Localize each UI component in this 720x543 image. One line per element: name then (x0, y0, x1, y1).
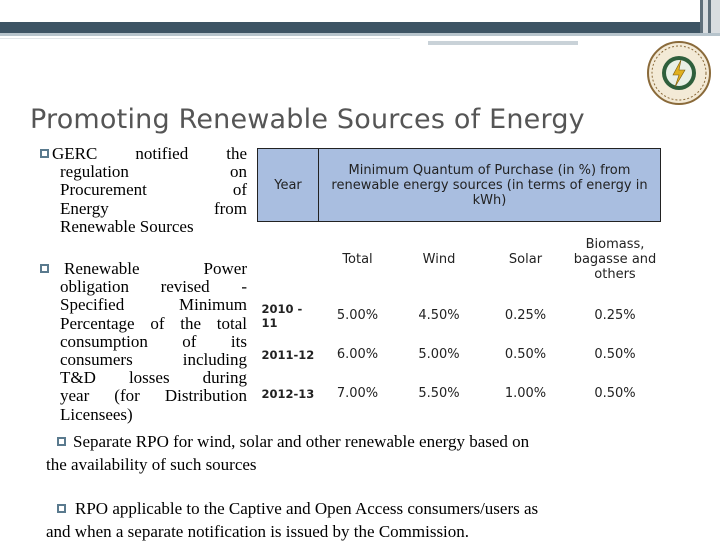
biomass-cell: 0.50% (594, 386, 636, 401)
bullet-line: Licensees) (60, 404, 133, 424)
header-underline (0, 33, 720, 36)
table-row (258, 335, 661, 374)
total-cell: 7.00% (336, 386, 379, 401)
year-cell: 2010 - 11 (261, 301, 303, 330)
bullet-line: RPO applicable to the Captive and Open Access consumers/users as (46, 497, 686, 520)
bullet-line: Specified Minimum (60, 295, 247, 315)
table-row (258, 296, 661, 335)
header-corner (700, 0, 720, 33)
solar-cell: 1.00% (504, 386, 547, 401)
wind-cell: 5.00% (418, 347, 460, 362)
header-thin-line (0, 38, 400, 39)
bullet-rpo-captive (46, 497, 686, 543)
bullet-line: consumers including (60, 350, 247, 370)
wind-cell: 4.50% (418, 308, 460, 323)
rpo-table (257, 148, 661, 413)
bullet-line: year (for Distribution (60, 386, 247, 406)
header-accent-line (428, 41, 578, 45)
bullet-line: and when a separate notification is issued by the Commission. (46, 522, 470, 541)
wind-cell: 5.50% (418, 386, 460, 401)
bullet-line: Separate RPO for wind, solar and other renewable energy based on (46, 430, 686, 453)
solar-cell: 0.50% (504, 347, 547, 362)
checkbox-bullet-icon (57, 504, 66, 513)
bullet-line: T&D losses during (60, 368, 247, 388)
column-header-total: Total (342, 251, 373, 267)
bullet-rpo-revised (40, 260, 247, 424)
bullet-line: Percentage of the total (60, 313, 247, 333)
table-header-row (258, 149, 661, 222)
total-cell: 5.00% (336, 308, 379, 323)
bullet-line: the availability of such sources (46, 455, 257, 474)
total-cell: 6.00% (336, 347, 379, 362)
bullet-line: Renewable Sources (60, 216, 194, 236)
solar-cell: 0.25% (504, 308, 547, 323)
biomass-cell: 0.50% (594, 347, 636, 362)
year-cell: 2011-12 (261, 347, 315, 362)
header-bar (0, 22, 700, 33)
table-subheader-row (258, 222, 661, 297)
table-row (258, 374, 661, 413)
biomass-cell: 0.25% (594, 308, 636, 323)
checkbox-bullet-icon (40, 264, 49, 273)
bullet-line: regulation on (60, 162, 247, 182)
year-header: Year (258, 149, 319, 222)
bullet-gerc-regulation (40, 145, 247, 236)
column-header-solar: Solar (508, 251, 543, 267)
bullet-line: GERC notified the (40, 145, 247, 163)
bullet-line: obligation revised - (60, 277, 247, 297)
min-quantum-header: Minimum Quantum of Purchase (in %) from renewable energy sources (in terms of energy in kWh) (319, 149, 661, 222)
bullet-line: consumption of its (60, 331, 247, 351)
column-header-wind: Wind (422, 251, 456, 267)
bullet-line: Renewable Power (40, 260, 247, 278)
bullet-separate-rpo (46, 430, 686, 476)
empty-cell (258, 222, 319, 297)
checkbox-bullet-icon (57, 437, 66, 446)
column-header-biomass: Biomass, bagasse and others (573, 236, 657, 282)
bullet-line: Procurement of (60, 180, 247, 200)
year-cell: 2012-13 (261, 386, 315, 401)
gerc-seal-logo (646, 40, 712, 106)
bullet-line: Energy from (60, 198, 247, 218)
checkbox-bullet-icon (40, 149, 49, 158)
slide-title: Promoting Renewable Sources of Energy (30, 104, 585, 135)
